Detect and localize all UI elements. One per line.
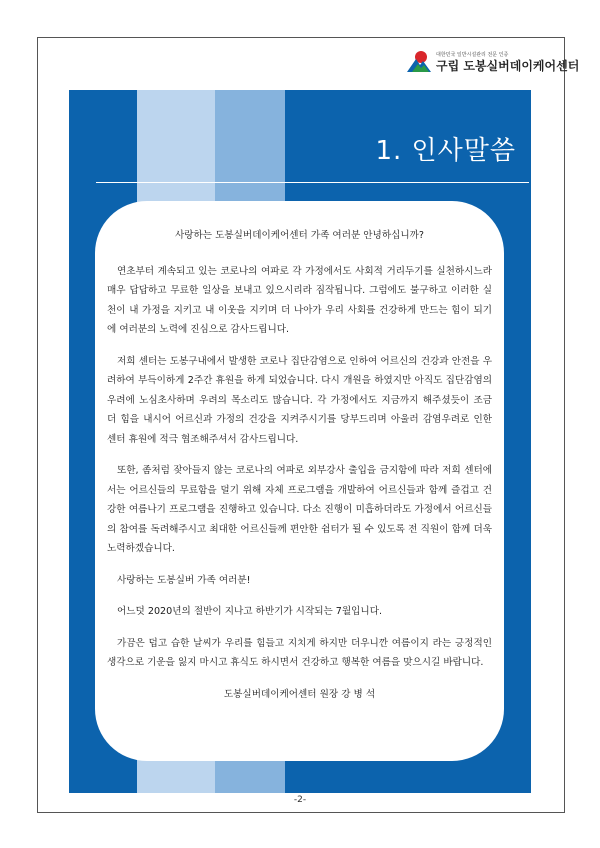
- logo-subtitle: 대한민국 일반시설관리 전문 인증: [436, 51, 509, 58]
- letter-greeting: 사랑하는 도봉실버데이케어센터 가족 여러분 안녕하십니까?: [175, 230, 424, 241]
- mountain-logo-icon: [406, 50, 432, 74]
- page-number: -2-: [293, 795, 307, 805]
- letter-paragraph: 가끔은 덥고 습한 날씨가 우리를 힘들고 지치게 하지만 더우니깐 여름이지 라는 긍정적인 생각으로 기운을 잃지 마시고 휴식도 하시면서 건강하고 행복한 여름을 맞으시길 바랍니다.: [107, 637, 492, 668]
- letter-paragraph: 또한, 좀처럼 잦아들지 않는 코로나의 여파로 외부강사 출입을 금지함에 따라 저희 센터에서는 어르신들의 무료함을 덜기 위해 자체 프로그램을 개발하여 어르신들과 함께 즐겁고 건강한 여름나기 프로그램을 진행하고 있습니다. 다소 진행이 미흡하더라도 가정에서 어르신들의 참여를 독려해주시고 최대한 어르신들께 편안한 쉼터가 될 수 있도록 전 직원이 함께 더욱 노력하겠습니다.: [107, 465, 492, 554]
- letter-paragraph: 저희 센터는 도봉구내에서 발생한 코로나 집단감염으로 인하여 어르신의 건강과 안전을 우려하여 부득이하게 2주간 휴원을 하게 되었습니다. 다시 개원을 하였지만 아직도 집단감염의 우려에 노심초사하며 우려의 목소리도 많습니다. 각 가정에서도 지금까지 해주셨듯이 조금 더 힘을 내시어 어르신과 가정의 건강을 지켜주시기를 당부드리며 아울러 감염우려로 인한 센터 휴원에 적극 협조해주셔서 감사드립니다.: [107, 355, 492, 445]
- logo-org-name: 구립 도봉실버데이케어센터: [436, 58, 580, 73]
- letter-paragraph: 연초부터 계속되고 있는 코로나의 여파로 각 가정에서도 사회적 거리두기를 실천하시느라 매우 답답하고 무료한 일상을 보내고 있으시리라 짐작됩니다. 그럼에도 불구하고 이러한 실천이 내 가정을 지키고 내 이웃을 지키며 더 나아가 우리 사회를 건강하게 만드는 힘이 되기에 여러분의 노력에 진심으로 감사드립니다.: [107, 265, 492, 335]
- letter-signature: 도봉실버데이케어센터 원장 강 병 석: [223, 688, 376, 700]
- title-divider: [96, 182, 529, 183]
- letter-paragraph: 사랑하는 도봉실버 가족 여러분!: [117, 574, 251, 586]
- letter-paragraph: 어느덧 2020년의 절반이 지나고 하반기가 시작되는 7월입니다.: [117, 606, 383, 617]
- section-title: 1. 인사말씀: [375, 136, 516, 166]
- letter-body: [107, 226, 492, 716]
- org-logo: [406, 50, 579, 74]
